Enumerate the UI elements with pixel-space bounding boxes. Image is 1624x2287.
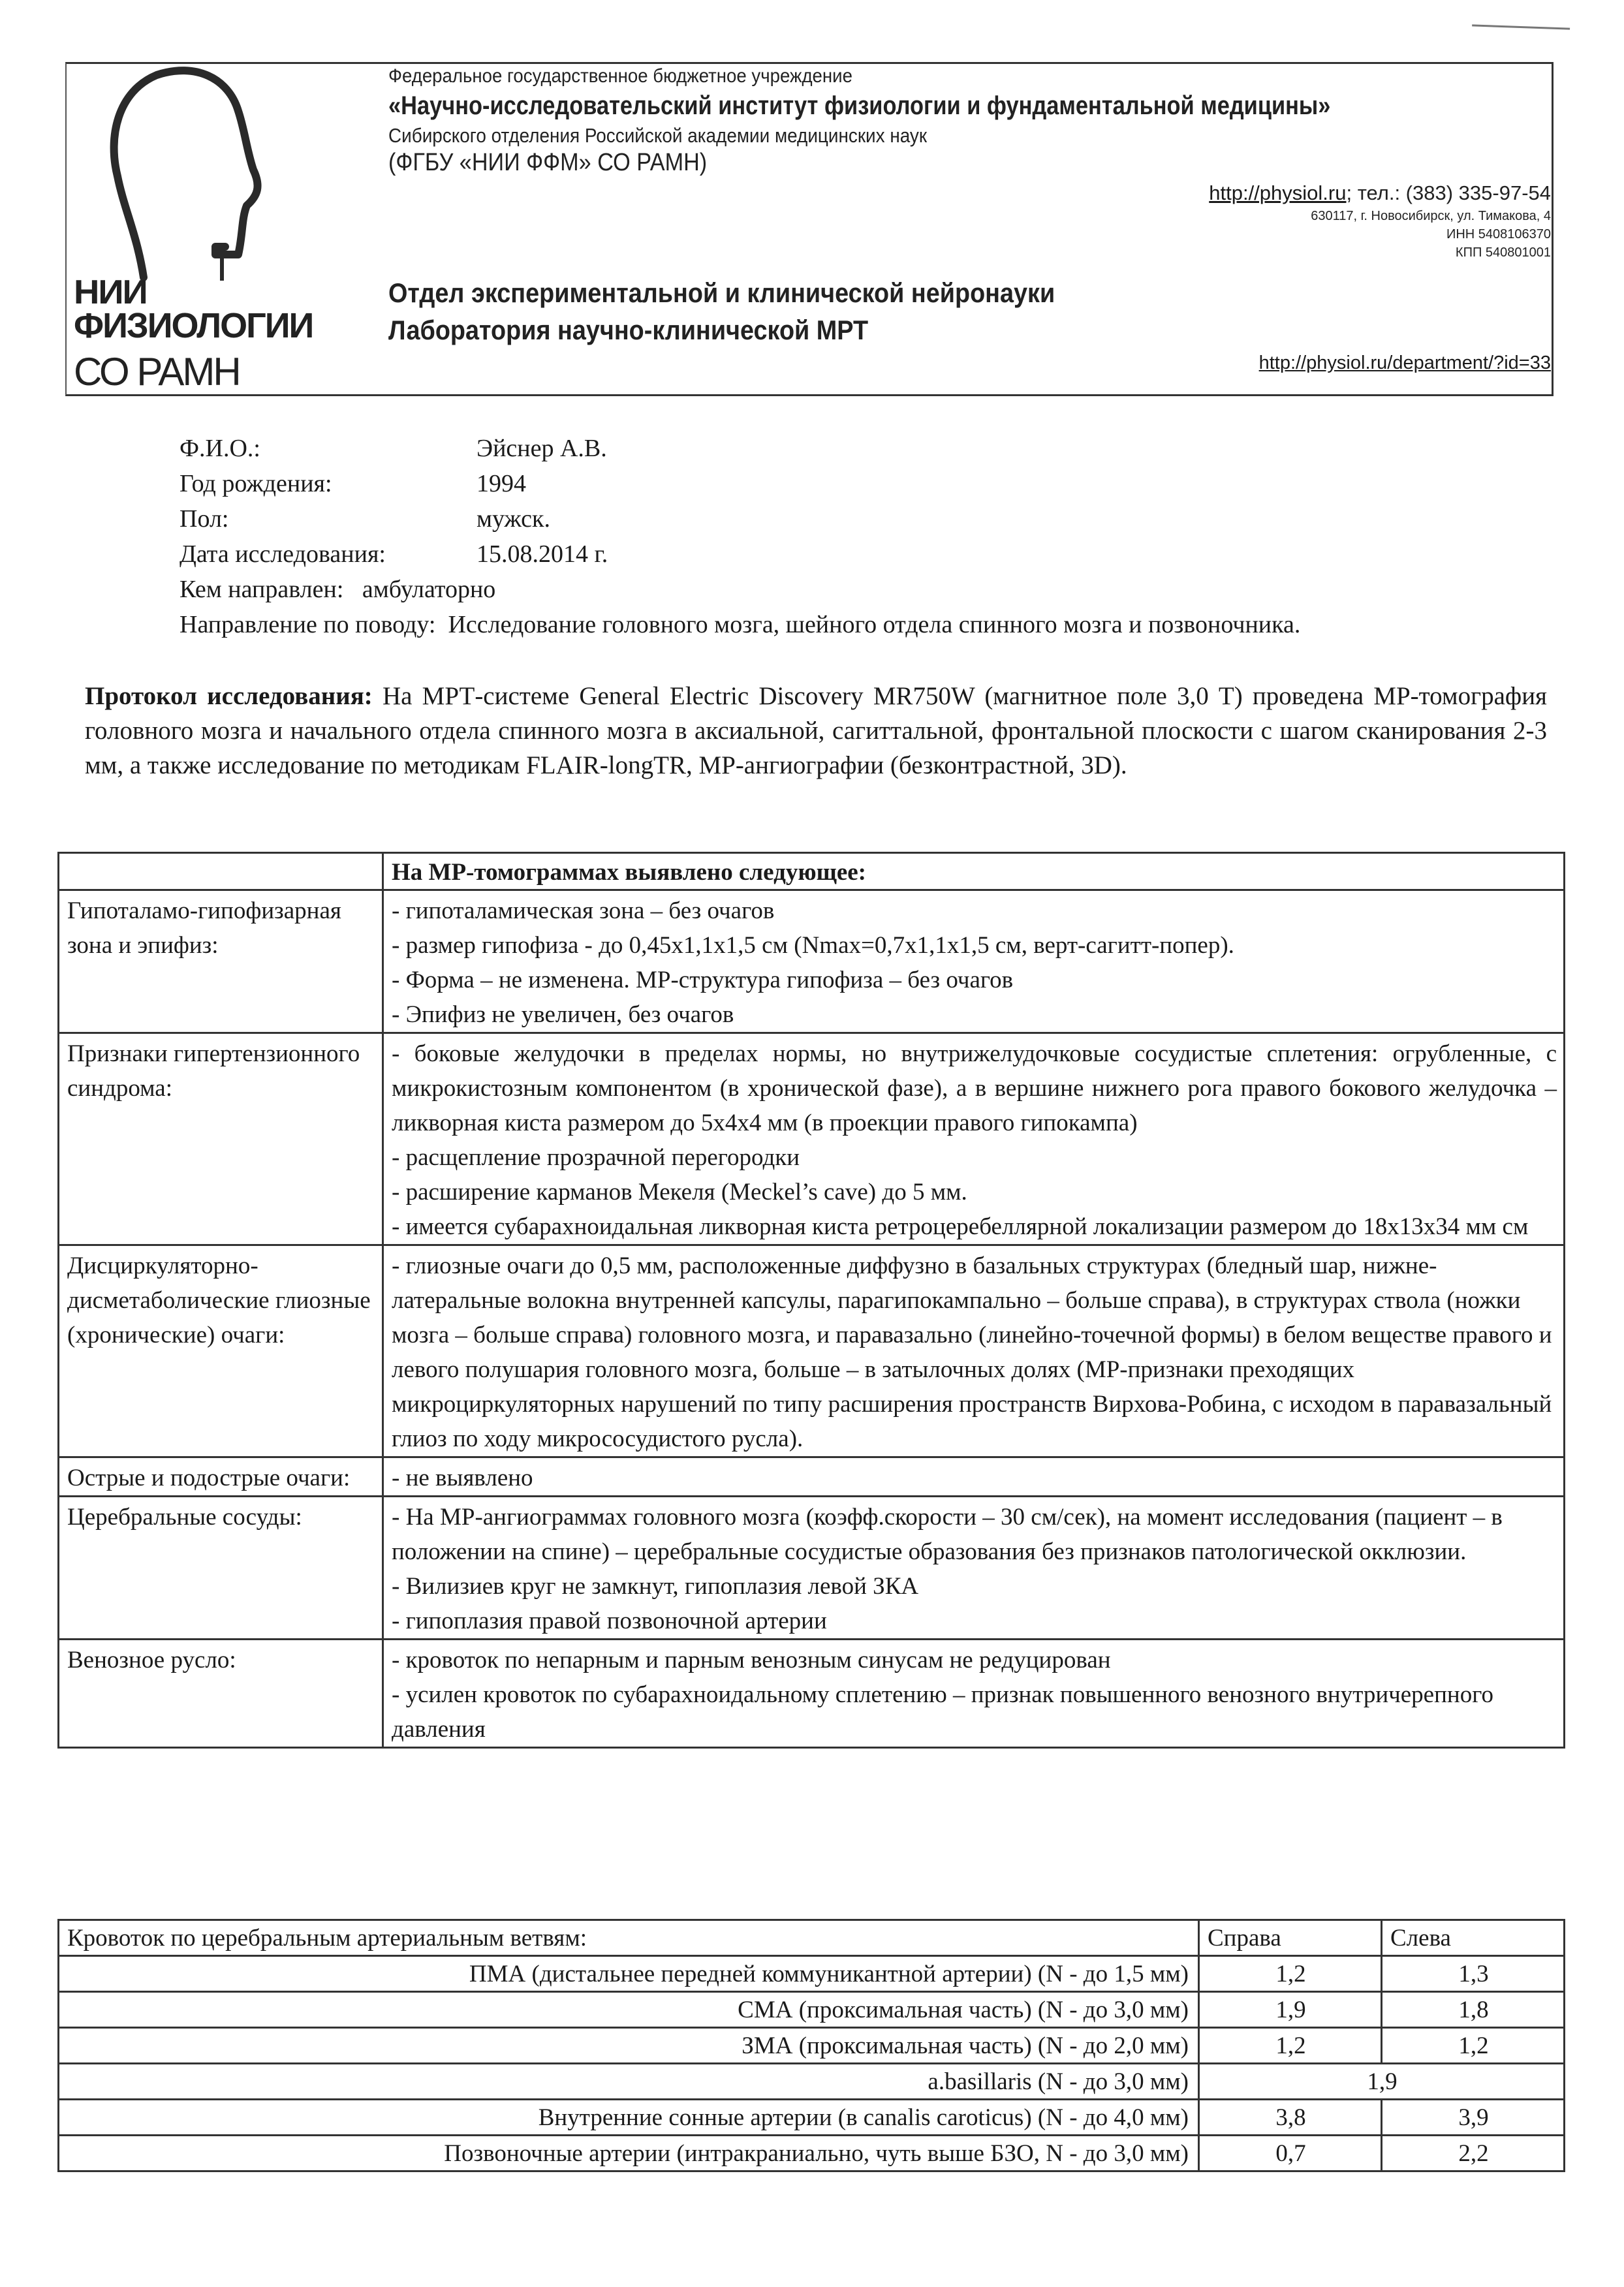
- org-abbreviation: (ФГБУ «НИИ ФФМ» СО РАМН): [388, 149, 708, 176]
- artery-name: ЗМА (проксимальная часть) (N - до 2,0 мм): [59, 2028, 1199, 2064]
- finding-line: - Эпифиз не увеличен, без очагов: [392, 1001, 734, 1028]
- exam-date-label: Дата исследования:: [180, 540, 386, 568]
- artery-right-value: 1,2: [1199, 1956, 1382, 1992]
- sex-value: мужск.: [476, 505, 550, 533]
- department-link[interactable]: http://physiol.ru/department/?id=33: [1258, 352, 1551, 373]
- finding-label: Признаки гипертензионного синдрома:: [59, 1033, 383, 1245]
- website-link[interactable]: http://physiol.ru: [1209, 181, 1347, 204]
- referral-reason-row: [180, 610, 1300, 639]
- finding-content: [383, 890, 1565, 1033]
- table-row: [59, 1640, 1565, 1748]
- findings-header: На МР-томограммах выявлено следующее:: [383, 853, 1565, 890]
- patient-name-label: Ф.И.О.:: [180, 435, 260, 462]
- finding-content: [383, 1245, 1565, 1457]
- finding-label: Острые и подострые очаги:: [59, 1457, 383, 1497]
- referred-by-row: [180, 575, 495, 604]
- table-row: [59, 1992, 1565, 2028]
- birth-year-label: Год рождения:: [180, 470, 332, 497]
- table-row: [59, 2136, 1565, 2171]
- kpp: КПП 540801001: [1455, 245, 1551, 260]
- finding-line: - гипоталамическая зона – без очагов: [392, 897, 775, 924]
- org-name: «Научно-исследовательский институт физиологии и фундаментальной медицины»: [388, 91, 1331, 120]
- findings-header-row: [59, 853, 1565, 890]
- artery-left-value: 1,3: [1382, 1956, 1565, 1992]
- contact-line: [1209, 181, 1551, 205]
- finding-line: - На МР-ангиограммах головного мозга (коэфф.скорости – 30 см/сек), на момент исследования (пациент – в положении на спине) – церебральные сосудистые образования без признаков патологической окклюзии.: [392, 1504, 1503, 1565]
- finding-label: Венозное русло:: [59, 1640, 383, 1748]
- artery-name: ПМА (дистальнее передней коммуникантной артерии) (N - до 1,5 мм): [59, 1956, 1199, 1992]
- referral-reason-label: Направление по поводу:: [180, 611, 436, 638]
- referred-by-label: Кем направлен:: [180, 576, 344, 603]
- address: 630117, г. Новосибирск, ул. Тимакова, 4: [1311, 209, 1551, 223]
- finding-content: [383, 1457, 1565, 1497]
- artery-left-value: 1,8: [1382, 1992, 1565, 2028]
- scan-artifact-mark: [1472, 24, 1570, 35]
- col-right-header: Справа: [1199, 1920, 1382, 1956]
- referral-reason-value: Исследование головного мозга, шейного отдела спинного мозга и позвоночника.: [448, 611, 1301, 638]
- artery-left-value: 3,9: [1382, 2100, 1565, 2136]
- finding-line: - размер гипофиза - до 0,45x1,1x1,5 см (Nmax=0,7x1,1x1,5 см, верт-сагитт-попер).: [392, 932, 1234, 959]
- logo-text-soramn: СО РАМН: [74, 350, 240, 394]
- artery-left-value: 2,2: [1382, 2136, 1565, 2171]
- table-row: [59, 1457, 1565, 1497]
- table-row: [59, 1497, 1565, 1640]
- artery-right-value: 0,7: [1199, 2136, 1382, 2171]
- protocol-paragraph: [85, 679, 1547, 783]
- table-row: [59, 890, 1565, 1033]
- finding-line: - усилен кровоток по субарахноидальному сплетению – признак повышенного венозного внутричерепного давления: [392, 1681, 1493, 1743]
- inn: ИНН 5408106370: [1446, 227, 1551, 241]
- finding-label: Церебральные сосуды:: [59, 1497, 383, 1640]
- finding-line: - кровоток по непарным и парным венозным синусам не редуцирован: [392, 1647, 1111, 1673]
- referred-by-value: амбулаторно: [362, 576, 496, 603]
- finding-content: [383, 1033, 1565, 1245]
- table-row: [59, 2064, 1565, 2100]
- logo-text-nii: НИИ: [74, 273, 147, 311]
- finding-line: - имеется субарахноидальная ликворная киста ретроцеребеллярной локализации размером до 18x13x34 мм см: [392, 1213, 1529, 1240]
- artery-right-value: 3,8: [1199, 2100, 1382, 2136]
- arteries-table: [57, 1919, 1565, 2172]
- finding-line: - Форма – не изменена. МР-структура гипофиза – без очагов: [392, 967, 1014, 993]
- artery-name: СМА (проксимальная часть) (N - до 3,0 мм): [59, 1992, 1199, 2028]
- patient-name-value: Эйснер А.В.: [476, 435, 607, 462]
- department-title: Отдел экспериментальной и клинической нейронауки: [388, 277, 1055, 308]
- birth-year-value: 1994: [476, 470, 526, 497]
- arteries-header-row: [59, 1920, 1565, 1956]
- finding-label: Дисциркуляторно-дисметаболические глиозные (хронические) очаги:: [59, 1245, 383, 1457]
- exam-date-value: 15.08.2014 г.: [476, 540, 608, 568]
- finding-line: - Вилизиев круг не замкнут, гипоплазия левой ЗКА: [392, 1573, 919, 1600]
- table-row: [59, 2028, 1565, 2064]
- finding-line: - не выявлено: [392, 1465, 533, 1491]
- findings-header-empty: [59, 853, 383, 890]
- finding-line: - гипоплазия правой позвоночной артерии: [392, 1608, 827, 1634]
- col-left-header: Слева: [1382, 1920, 1565, 1956]
- protocol-label: Протокол исследования:: [85, 682, 373, 710]
- laboratory-title: Лаборатория научно-клинической МРТ: [388, 315, 869, 345]
- org-type: Федеральное государственное бюджетное учреждение: [388, 65, 852, 87]
- finding-label: Гипоталамо-гипофизарная зона и эпифиз:: [59, 890, 383, 1033]
- artery-name: a.basillaris (N - до 3,0 мм): [59, 2064, 1199, 2100]
- finding-line: - глиозные очаги до 0,5 мм, расположенные диффузно в базальных структурах (бледный шар, нижне-латеральные волокна внутренней капсулы, парагипокампально – больше справа), в структурах ствола (ножки мозга – больше справа) головного мозга, и паравазально (линейно-точечной формы) в белом веществе правого и левого полушария головного мозга, больше – в затылочных долях (МР-признаки преходящих микроциркуляторных нарушений по типу расширения пространств Вирхова-Робина, с исходом в паравазальный глиоз по ходу микрососудистого русла).: [392, 1252, 1552, 1452]
- finding-line: - расширение карманов Мекеля (Meckel’s cave) до 5 мм.: [392, 1179, 967, 1206]
- table-row: [59, 2100, 1565, 2136]
- sex-label: Пол:: [180, 505, 229, 533]
- finding-line: - расщепление прозрачной перегородки: [392, 1144, 800, 1171]
- phone-number: ; тел.: (383) 335-97-54: [1346, 181, 1551, 204]
- table-row: [59, 1033, 1565, 1245]
- logo-text-physiology: ФИЗИОЛОГИИ: [74, 306, 313, 345]
- head-profile-icon: [98, 65, 372, 281]
- finding-content: [383, 1497, 1565, 1640]
- findings-table: [57, 852, 1565, 1749]
- arteries-header: Кровоток по церебральным артериальным ветвям:: [59, 1920, 1199, 1956]
- table-row: [59, 1245, 1565, 1457]
- table-row: [59, 1956, 1565, 1992]
- artery-name: Позвоночные артерии (интракраниально, чуть выше БЗО, N - до 3,0 мм): [59, 2136, 1199, 2171]
- finding-content: [383, 1640, 1565, 1748]
- protocol-text: На МРТ-системе General Electric Discovery MR750W (магнитное поле 3,0 Т) проведена МР-томография головного мозга и начального отдела спинного мозга в аксиальной, сагиттальной, фронтальной плоскости с шагом сканирования 2-3 мм, а также исследование по методикам FLAIR-longTR, МР-ангиографии (безконтрастной, 3D).: [85, 682, 1547, 779]
- finding-line: - боковые желудочки в пределах нормы, но внутрижелудочковые сосудистые сплетения: огрубленные, с микрокистозным компонентом (в хронической фазе), а в вершине нижнего рога правого бокового желудочка – ликворная киста размером до 5x4x4 мм (в проекции правого гипокампа): [392, 1040, 1557, 1136]
- artery-right-value: 1,2: [1199, 2028, 1382, 2064]
- artery-merged-value: 1,9: [1199, 2064, 1565, 2100]
- artery-left-value: 1,2: [1382, 2028, 1565, 2064]
- artery-name: Внутренние сонные артерии (в canalis caroticus) (N - до 4,0 мм): [59, 2100, 1199, 2136]
- artery-right-value: 1,9: [1199, 1992, 1382, 2028]
- org-parent: Сибирского отделения Российской академии медицинских наук: [388, 124, 928, 147]
